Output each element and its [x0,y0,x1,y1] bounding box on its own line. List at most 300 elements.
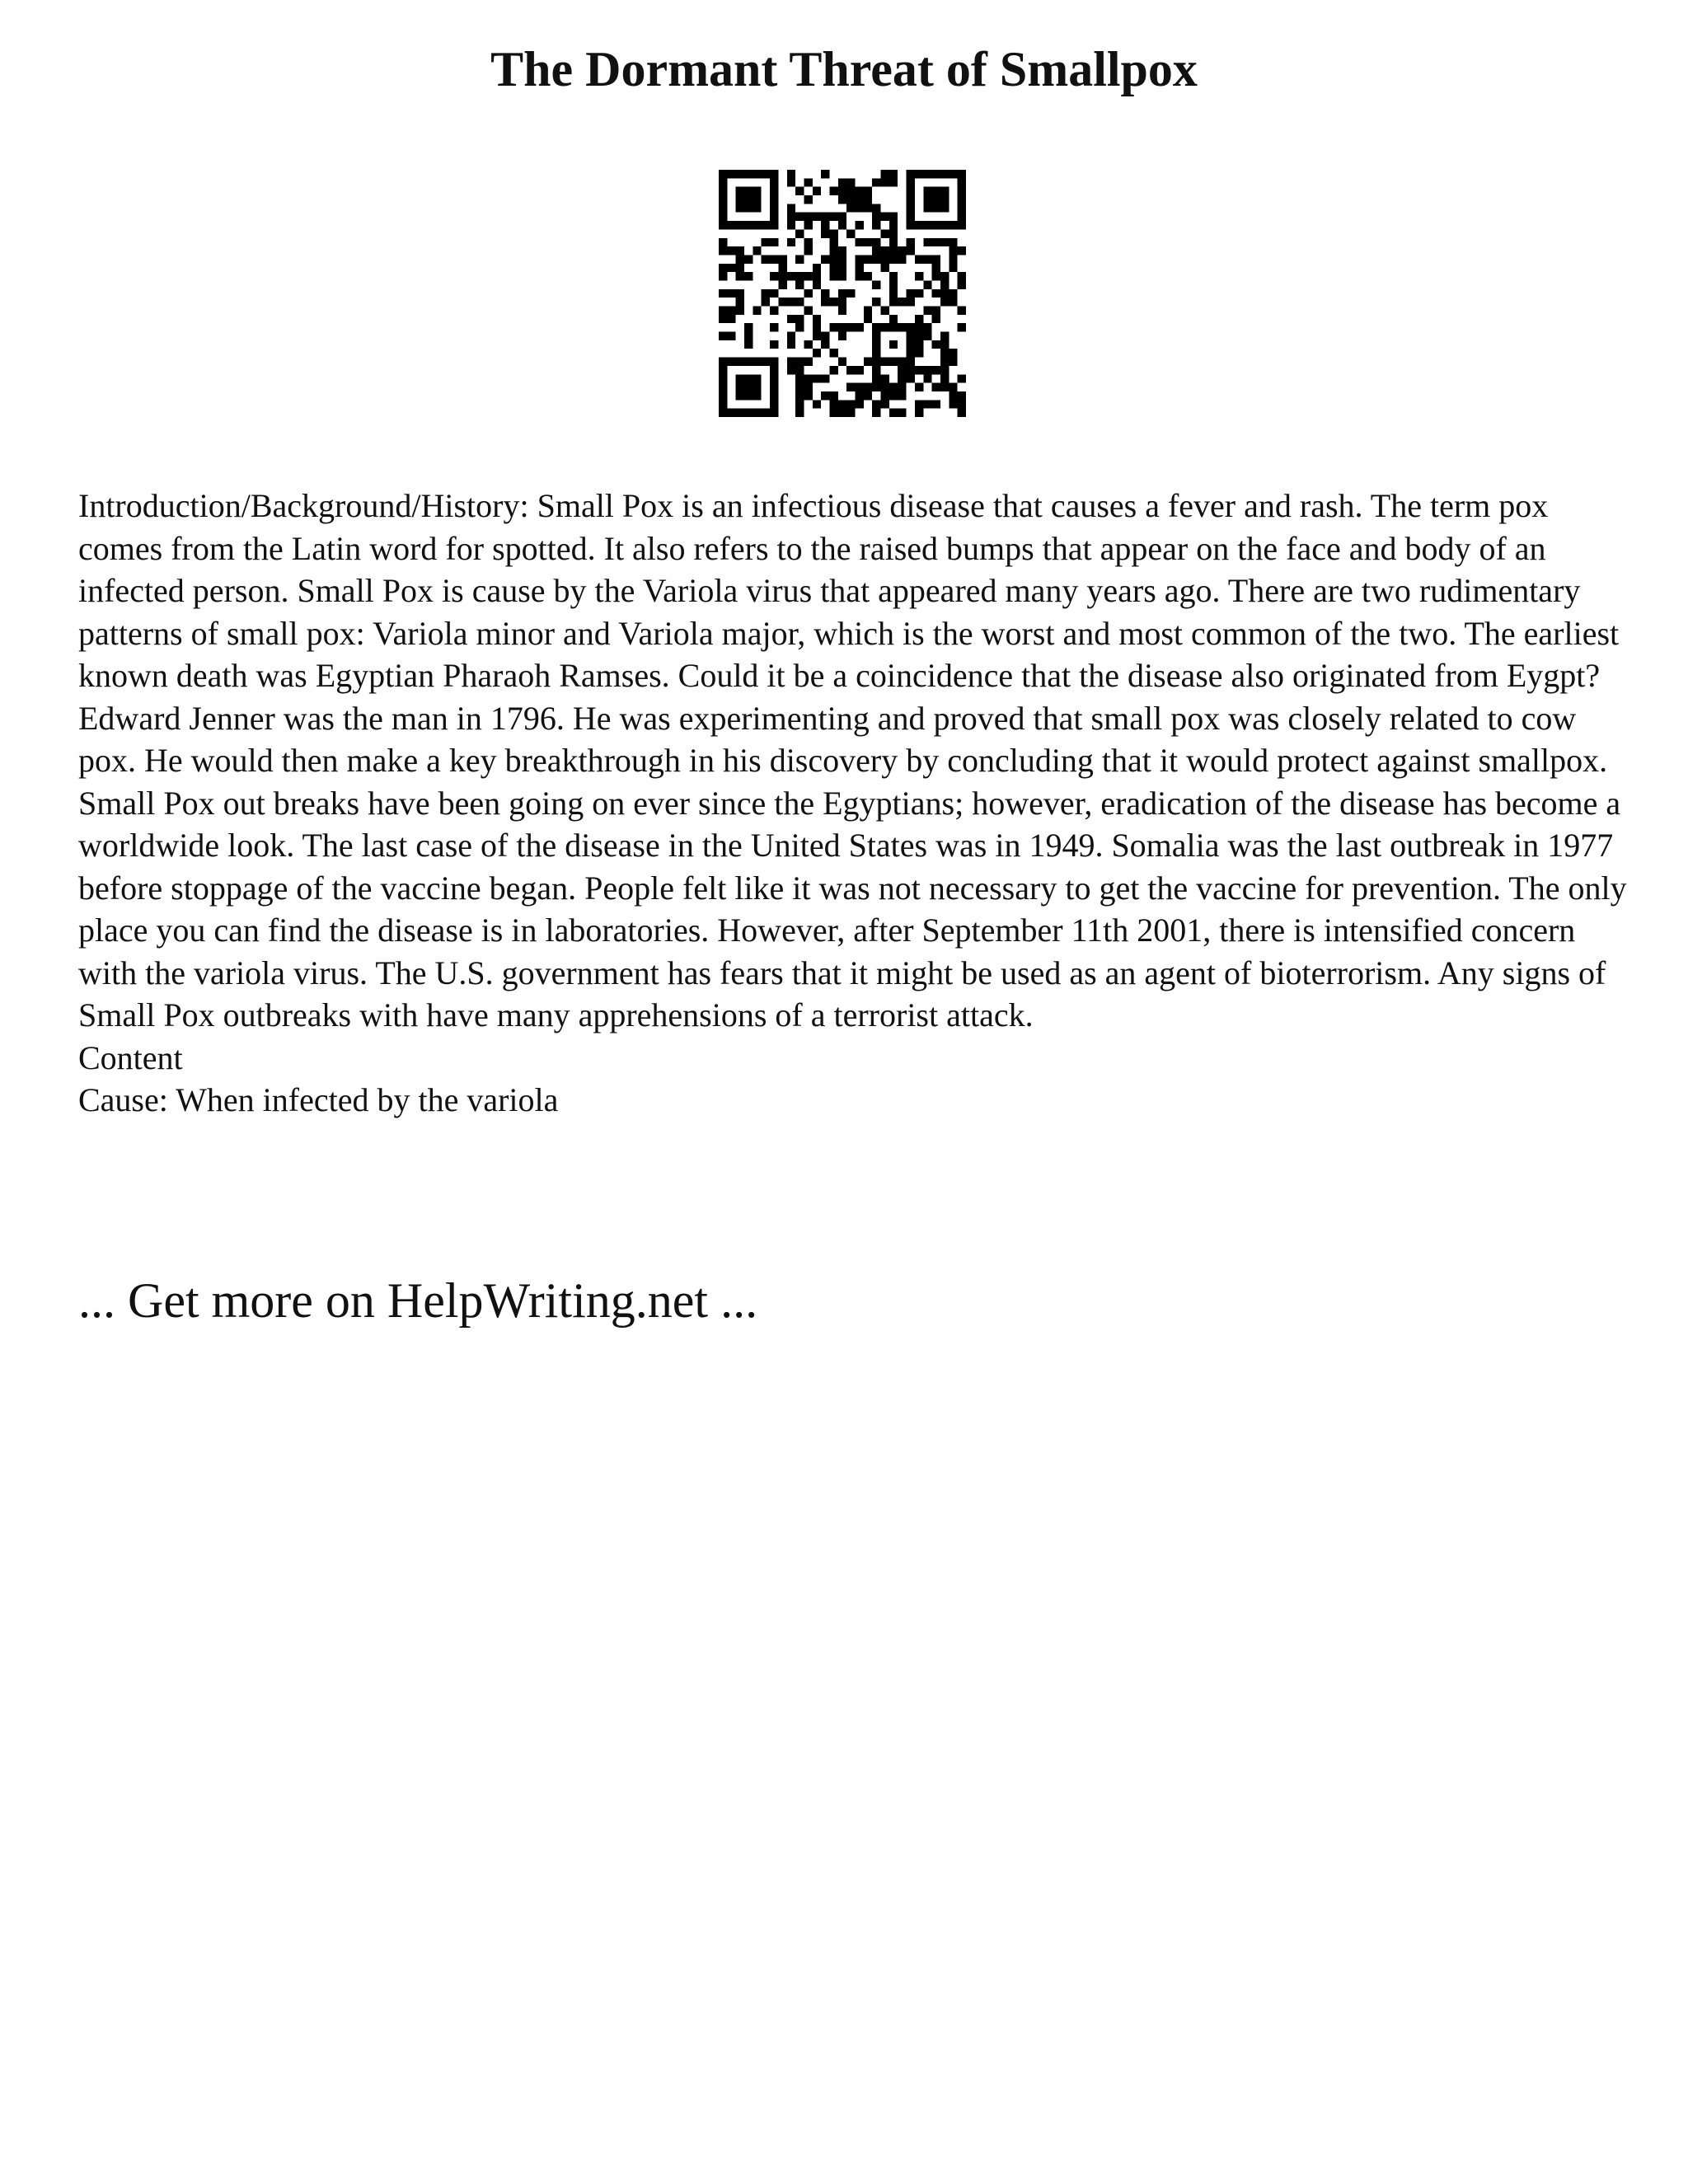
qr-module [744,221,753,229]
qr-module [804,246,812,255]
qr-module [958,187,966,195]
qr-module [881,213,889,221]
qr-module [907,187,915,195]
qr-module [915,255,923,263]
qr-module [829,391,837,400]
qr-module [932,315,940,323]
qr-module [838,298,846,306]
qr-module [795,391,804,400]
qr-module [889,272,898,280]
qr-module [864,255,872,263]
qr-module [846,323,855,331]
qr-module [846,187,855,195]
qr-module [958,213,966,221]
qr-module [872,255,880,263]
qr-module [940,280,949,288]
qr-module [753,204,761,212]
qr-module [736,246,744,255]
qr-module [915,272,923,280]
qr-module [838,400,846,408]
qr-module [923,280,931,288]
qr-module [846,400,855,408]
qr-module [719,358,727,366]
qr-module [744,332,753,340]
qr-module [889,170,898,178]
qr-module [923,221,931,229]
qr-module [856,272,864,280]
qr-module [753,195,761,204]
qr-module [838,332,846,340]
qr-module [778,264,786,272]
qr-module [907,170,915,178]
qr-module [838,187,846,195]
qr-module [856,255,864,263]
qr-module [795,229,804,237]
qr-module [821,391,829,400]
qr-code-icon [719,170,966,417]
qr-module [821,298,829,306]
qr-module [770,307,778,315]
qr-module [838,178,846,186]
qr-module [846,366,855,374]
qr-module [958,409,966,417]
qr-module [958,374,966,382]
qr-module [770,366,778,374]
qr-module [958,170,966,178]
paragraph-content-heading: Content [78,1038,183,1076]
qr-module [949,246,957,255]
qr-module [864,358,872,366]
qr-module [881,383,889,391]
qr-module [889,323,898,331]
qr-module [907,204,915,212]
qr-module [872,349,880,357]
qr-module [787,178,795,186]
qr-module [932,307,940,315]
qr-module [736,221,744,229]
qr-module [949,289,957,298]
qr-module [778,280,786,288]
qr-module [813,400,821,408]
qr-module [813,323,821,331]
qr-module [770,170,778,178]
qr-module [949,221,957,229]
qr-module [719,264,727,272]
qr-module [770,374,778,382]
qr-module [804,289,812,298]
qr-module [846,383,855,391]
qr-module [821,229,829,237]
paragraph-outbreaks: Small Pox out breaks have been going on ever since the Egyptians; however, eradication of the disease has become a worldwide look. The last case of the disease in the United States was in 1949. Somalia was the last outbreak in 1977 before stoppage of the vaccine began. People felt like it was not necessary to get the vaccine for prevention. The only place you can find the disease is in laboratories. However, after September 11th 2001, there is intensified concern with the variola virus. The U.S. government has fears that it might be used as an agent of bioterrorism. Any signs of Small Pox outbreaks with have many apprehensions of a terrorist attack. [78,784,1627,1033]
qr-module [770,400,778,408]
qr-module [787,213,795,221]
qr-module [770,340,778,349]
qr-module [744,272,753,280]
qr-module [907,366,915,374]
qr-module [907,213,915,221]
qr-module [813,264,821,272]
qr-module [838,323,846,331]
qr-module [753,391,761,400]
qr-module [719,332,727,340]
qr-module [838,358,846,366]
qr-module [821,213,829,221]
qr-module [770,272,778,280]
qr-module [872,323,880,331]
qr-module [829,187,837,195]
qr-module [744,195,753,204]
qr-module [958,400,966,408]
qr-module [881,229,889,237]
qr-module [770,178,778,186]
qr-module [753,358,761,366]
qr-module [949,383,957,391]
qr-module [846,204,855,212]
qr-module [829,349,837,357]
qr-module [829,272,837,280]
qr-module [821,221,829,229]
qr-module [719,238,727,246]
qr-module [727,264,735,272]
qr-module [736,391,744,400]
qr-module [872,374,880,382]
qr-module [727,409,735,417]
qr-module [795,315,804,323]
qr-module [907,332,915,340]
qr-module [872,298,880,306]
qr-module [787,340,795,349]
qr-module [907,298,915,306]
qr-module [719,374,727,382]
qr-module [795,280,804,288]
qr-module [923,170,931,178]
qr-module [762,358,770,366]
qr-module [795,272,804,280]
qr-module [838,255,846,263]
qr-module [744,391,753,400]
qr-module [753,221,761,229]
qr-module [813,280,821,288]
qr-module [915,323,923,331]
qr-module [736,264,744,272]
qr-module [923,195,931,204]
qr-module [856,195,864,204]
qr-module [932,170,940,178]
qr-module [907,349,915,357]
qr-module [821,332,829,340]
qr-module [872,204,880,212]
qr-module [795,366,804,374]
qr-module [838,195,846,204]
qr-module [770,238,778,246]
document-title: The Dormant Threat of Smallpox [490,42,1198,96]
qr-module [872,221,880,229]
qr-module [923,204,931,212]
qr-module [778,255,786,263]
qr-module [907,374,915,382]
qr-module [787,272,795,280]
qr-module [813,272,821,280]
qr-module [787,358,795,366]
qr-module [932,400,940,408]
qr-module [949,400,957,408]
qr-module [881,374,889,382]
qr-module [940,238,949,246]
qr-module [856,221,864,229]
qr-module [753,383,761,391]
qr-module [736,170,744,178]
qr-module [838,272,846,280]
qr-module [829,409,837,417]
qr-module [923,374,931,382]
qr-module [898,323,906,331]
qr-module [889,409,898,417]
qr-module [719,246,727,255]
qr-module [856,238,864,246]
qr-module [881,178,889,186]
qr-module [907,246,915,255]
qr-module [958,323,966,331]
qr-module [872,340,880,349]
qr-module [940,298,949,306]
qr-module [770,409,778,417]
qr-module [753,307,761,315]
qr-module [949,298,957,306]
qr-module [736,307,744,315]
qr-module [736,298,744,306]
qr-module [795,255,804,263]
qr-module [864,315,872,323]
qr-module [940,349,949,357]
qr-module [898,255,906,263]
qr-module [915,332,923,340]
qr-module [864,187,872,195]
qr-module [915,315,923,323]
qr-module [949,349,957,357]
qr-module [813,332,821,340]
qr-module [744,374,753,382]
qr-module [804,340,812,349]
qr-module [915,340,923,349]
qr-module [864,238,872,246]
qr-module [770,204,778,212]
qr-module [846,195,855,204]
qr-module [813,349,821,357]
qr-module [940,221,949,229]
qr-module [770,358,778,366]
qr-module [949,170,957,178]
qr-module [736,272,744,280]
qr-module [762,238,770,246]
qr-module [872,246,880,255]
qr-module [804,178,812,186]
qr-module [915,170,923,178]
qr-module [744,409,753,417]
qr-module [940,366,949,374]
qr-module [804,195,812,204]
qr-module [719,221,727,229]
qr-module [940,204,949,212]
qr-module [762,409,770,417]
qr-module [727,246,735,255]
qr-module [889,391,898,400]
qr-module [949,264,957,272]
qr-module [915,221,923,229]
qr-module [872,238,880,246]
qr-module [907,195,915,204]
qr-module [881,400,889,408]
qr-module [804,307,812,315]
qr-module [958,272,966,280]
qr-module [770,383,778,391]
qr-module [770,187,778,195]
qr-module [949,358,957,366]
qr-module [932,289,940,298]
qr-module [736,289,744,298]
qr-module [958,391,966,400]
qr-module [753,409,761,417]
get-more-link[interactable]: ... Get more on HelpWriting.net ... [78,1273,758,1328]
qr-module [787,366,795,374]
qr-module [744,358,753,366]
qr-module [923,255,931,263]
qr-module [770,323,778,331]
qr-module [889,298,898,306]
qr-module [949,391,957,400]
qr-module [727,358,735,366]
qr-module [727,170,735,178]
qr-module [770,391,778,400]
qr-module [744,170,753,178]
qr-module [940,195,949,204]
qr-module [804,391,812,400]
qr-module [898,246,906,255]
qr-module [838,289,846,298]
qr-module [727,289,735,298]
qr-module [778,298,786,306]
qr-module [915,400,923,408]
qr-module [889,229,898,237]
qr-module [838,213,846,221]
qr-module [821,289,829,298]
qr-module [753,170,761,178]
paragraph-cause: Cause: When infected by the variola [78,1081,559,1118]
qr-module [898,366,906,374]
qr-module [958,178,966,186]
qr-module [795,298,804,306]
qr-module [958,204,966,212]
qr-module [829,298,837,306]
qr-module [864,204,872,212]
qr-module [829,229,837,237]
qr-module [881,246,889,255]
qr-module [736,383,744,391]
qr-module [907,238,915,246]
qr-module [821,340,829,349]
qr-module [889,340,898,349]
qr-module [889,315,898,323]
qr-module [846,178,855,186]
qr-module [856,383,864,391]
qr-module [744,187,753,195]
qr-module [829,213,837,221]
qr-module [727,332,735,340]
qr-module [915,409,923,417]
qr-module [872,280,880,288]
qr-module [872,366,880,374]
qr-module [736,255,744,263]
qr-module [719,195,727,204]
qr-module [915,289,923,298]
qr-module [787,298,795,306]
qr-module [940,289,949,298]
qr-module [932,195,940,204]
qr-module [795,187,804,195]
qr-module [821,170,829,178]
qr-module [727,307,735,315]
qr-module [940,383,949,391]
qr-module [864,383,872,391]
qr-module [838,221,846,229]
qr-module [719,213,727,221]
qr-module [804,383,812,391]
qr-module [856,204,864,212]
qr-module [727,221,735,229]
qr-module [762,289,770,298]
qr-module [872,383,880,391]
qr-module [932,204,940,212]
qr-module [872,213,880,221]
qr-module [864,195,872,204]
qr-module [846,289,855,298]
qr-module [889,358,898,366]
qr-module [770,221,778,229]
qr-module [889,383,898,391]
qr-module [736,204,744,212]
qr-module [915,383,923,391]
qr-module [795,374,804,382]
qr-module [744,383,753,391]
qr-module [744,204,753,212]
qr-module [889,289,898,298]
qr-module [744,255,753,263]
qr-module [719,307,727,315]
qr-module [804,374,812,382]
qr-module [770,255,778,263]
qr-module [923,366,931,374]
qr-module [932,366,940,374]
qr-module [898,391,906,400]
qr-module [932,272,940,280]
qr-module [804,358,812,366]
qr-module [804,213,812,221]
qr-module [795,213,804,221]
qr-module [829,255,837,263]
qr-module [770,213,778,221]
qr-module [719,170,727,178]
qr-module [949,255,957,263]
qr-module [856,323,864,331]
qr-module [846,409,855,417]
qr-module [940,340,949,349]
qr-module [736,195,744,204]
qr-module [864,272,872,280]
qr-module [719,366,727,374]
qr-module [864,391,872,400]
qr-module [940,187,949,195]
qr-module [787,238,795,246]
qr-module [813,315,821,323]
